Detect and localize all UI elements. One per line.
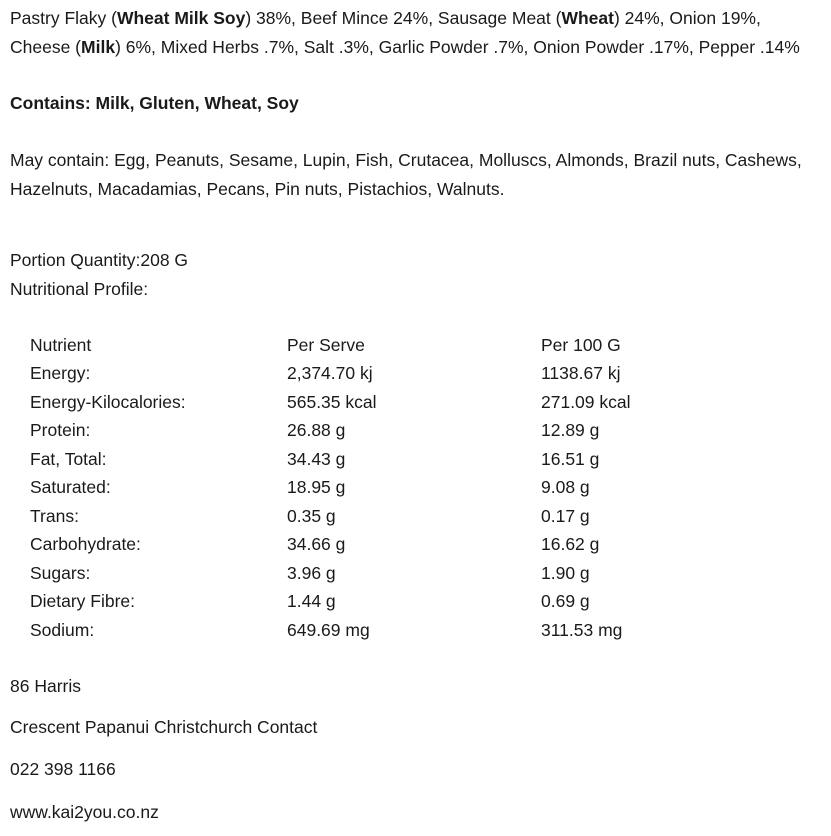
nutritional-profile-label: Nutritional Profile: <box>10 279 149 299</box>
cell-per-serve: 565.35 kcal <box>287 391 377 412</box>
cell-per-100g: 0.17 g <box>541 505 590 526</box>
table-header-row <box>30 331 821 359</box>
portion-quantity-value: 208 G <box>140 250 189 270</box>
contact-footer <box>10 672 821 827</box>
cell-per-serve: 34.66 g <box>287 534 346 555</box>
ingredient-text: Pastry Flaky ( <box>10 8 117 28</box>
cell-per-100g: 0.69 g <box>541 591 590 612</box>
cell-per-100g: 16.62 g <box>541 534 600 555</box>
may-contain-paragraph <box>10 146 821 204</box>
portion-quantity-line <box>10 246 821 275</box>
cell-per-serve: 34.43 g <box>287 448 346 469</box>
allergen-bold-text: Wheat Milk Soy <box>116 8 246 28</box>
cell-per-serve: 649.69 mg <box>287 619 370 640</box>
text-line: Hazelnuts, Macadamias, Pecans, Pin nuts, Pistachios, Walnuts. <box>10 179 505 199</box>
contains-statement: Contains: Milk, Gluten, Wheat, Soy <box>10 93 299 113</box>
cell-nutrient: Energy-Kilocalories: <box>30 391 186 412</box>
cell-nutrient: Carbohydrate: <box>30 534 141 555</box>
nutrition-table-body <box>30 359 821 644</box>
cell-per-100g: 1138.67 kj <box>541 363 621 384</box>
ingredient-text: Cheese ( <box>10 37 82 57</box>
cell-per-100g: 311.53 mg <box>541 619 623 640</box>
cell-nutrient: Saturated: <box>30 477 111 498</box>
table-row <box>30 388 821 416</box>
table-row <box>30 530 821 558</box>
header-per-serve: Per Serve <box>287 335 365 355</box>
cell-nutrient: Dietary Fibre: <box>30 591 136 612</box>
ingredient-text: ) 24%, Onion 19%, <box>613 8 761 28</box>
ingredients-paragraph <box>10 4 821 62</box>
table-row <box>30 587 821 615</box>
nutrition-table <box>10 331 821 644</box>
header-nutrient: Nutrient <box>30 335 92 355</box>
table-row <box>30 416 821 444</box>
table-row <box>30 502 821 530</box>
address-line-1: 86 Harris <box>10 675 81 696</box>
cell-per-100g: 16.51 g <box>541 448 600 469</box>
cell-per-100g: 1.90 g <box>541 562 590 583</box>
table-row <box>30 559 821 587</box>
phone-number: 022 398 1166 <box>10 758 116 779</box>
allergen-bold-text: Milk <box>81 37 116 57</box>
cell-per-serve: 18.95 g <box>287 477 346 498</box>
cell-per-serve: 2,374.70 kj <box>287 363 373 384</box>
cell-nutrient: Sodium: <box>30 619 95 640</box>
cell-per-serve: 0.35 g <box>287 505 336 526</box>
header-per-100g: Per 100 G <box>541 335 621 355</box>
cell-per-100g: 9.08 g <box>541 477 590 498</box>
cell-per-serve: 3.96 g <box>287 562 336 583</box>
cell-per-serve: 1.44 g <box>287 591 336 612</box>
cell-per-100g: 12.89 g <box>541 420 600 441</box>
ingredient-text: ) 38%, Beef Mince 24%, Sausage Meat ( <box>245 8 562 28</box>
cell-nutrient: Sugars: <box>30 562 91 583</box>
cell-per-100g: 271.09 kcal <box>541 391 631 412</box>
cell-per-serve: 26.88 g <box>287 420 346 441</box>
cell-nutrient: Trans: <box>30 505 79 526</box>
allergen-bold-text: Wheat <box>561 8 614 28</box>
text-line <box>10 4 821 33</box>
text-line <box>10 33 821 62</box>
table-row <box>30 616 821 644</box>
table-row <box>30 359 821 387</box>
portion-quantity-label: Portion Quantity: <box>10 250 141 270</box>
table-row <box>30 473 821 501</box>
address-line-2: Crescent Papanui Christchurch Contact <box>10 716 318 737</box>
cell-nutrient: Fat, Total: <box>30 448 107 469</box>
table-row <box>30 445 821 473</box>
text-line: May contain: Egg, Peanuts, Sesame, Lupin, Fish, Crutacea, Molluscs, Almonds, Brazil nuts, Cashews, <box>10 150 802 170</box>
cell-nutrient: Protein: <box>30 420 91 441</box>
ingredient-text: ) 6%, Mixed Herbs .7%, Salt .3%, Garlic Powder .7%, Onion Powder .17%, Pepper .14% <box>115 37 800 57</box>
website-url: www.kai2you.co.nz <box>10 801 159 822</box>
cell-nutrient: Energy: <box>30 363 91 384</box>
